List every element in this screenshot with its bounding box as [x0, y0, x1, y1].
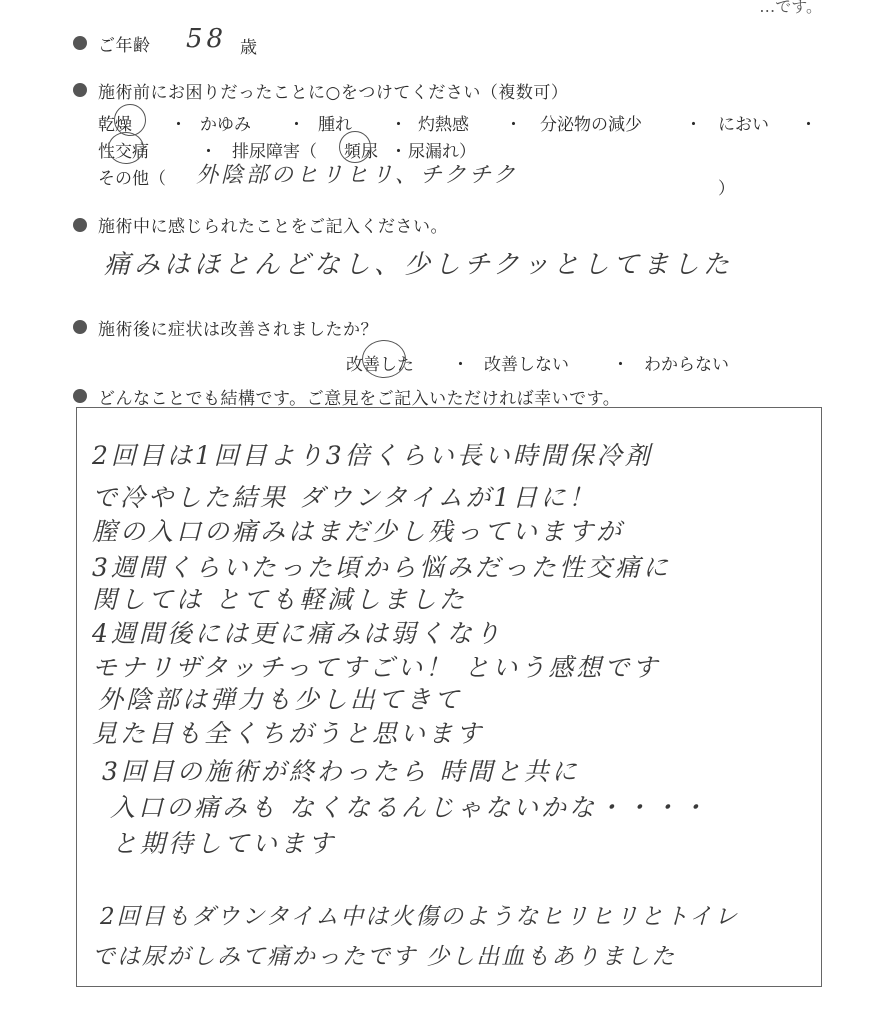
- q4-question: どんなことでも結構です。ご意見をご記入いただければ幸いです。: [98, 389, 621, 409]
- q3-question: 施術後に症状は改善されましたか？: [98, 320, 378, 340]
- option-separator: ・: [800, 115, 817, 135]
- comment-line-9: 見た目も全くちがうと思います: [92, 719, 485, 748]
- option-dont-know[interactable]: わからない: [644, 355, 729, 375]
- age-label: ご年齢: [98, 36, 151, 56]
- comment-line-15: では尿がしみて痛かったです 少し出血もありました: [92, 944, 677, 970]
- option-separator: ・: [200, 142, 217, 162]
- option-itching[interactable]: かゆみ: [200, 115, 251, 135]
- option-separator: ・: [390, 142, 407, 162]
- option-separator: ・: [505, 115, 522, 135]
- comment-line-12: と期待しています: [112, 829, 337, 858]
- option-secretion-decrease[interactable]: 分泌物の減少: [540, 115, 642, 135]
- option-separator: ・: [390, 115, 407, 135]
- option-urine-leak[interactable]: 尿漏れ）: [408, 142, 476, 162]
- comment-line-11: 入口の痛みも なくなるんじゃないかな・・・・: [110, 793, 709, 822]
- comment-line-7: モナリザタッチってすごい！ という感想です: [92, 653, 661, 682]
- option-swelling[interactable]: 腫れ: [318, 115, 352, 135]
- option-separator: ・: [288, 115, 305, 135]
- hand-circle-dyspareunia: [108, 132, 144, 164]
- option-separator: ・: [170, 115, 187, 135]
- option-frequent-urination[interactable]: 頻尿: [344, 142, 378, 162]
- comment-line-2: で冷やした結果 ダウンタイムが1日に！: [92, 483, 597, 512]
- q1-other-value: 外陰部のヒリヒリ、チクチク: [196, 163, 519, 188]
- comment-line-5: 関しては とても軽減しました: [92, 585, 467, 614]
- comment-line-14: 2回目もダウンタイム中は火傷のようなヒリヒリとトイレ: [100, 904, 740, 930]
- q1-question: 施術前にお困りだったことに○をつけてください（複数可）: [98, 83, 569, 103]
- comment-line-4: 3週間くらいたった頃から悩みだった性交痛に: [92, 553, 671, 582]
- q3-bullet: [73, 320, 87, 334]
- option-dyspareunia[interactable]: 性交痛: [98, 142, 149, 162]
- option-burning[interactable]: 灼熱感: [418, 115, 469, 135]
- q2-question: 施術中に感じられたことをご記入ください。: [98, 217, 448, 237]
- comment-line-8: 外陰部は弾力も少し出てきて: [98, 685, 463, 714]
- hand-circle-improved: [362, 340, 406, 378]
- option-odor[interactable]: におい: [718, 115, 769, 135]
- q2-bullet: [73, 218, 87, 232]
- q1-other-label: その他（: [98, 169, 166, 189]
- age-unit: 歳: [240, 38, 258, 58]
- option-dryness[interactable]: 乾燥: [98, 115, 132, 135]
- comment-line-10: 3回目の施術が終わったら 時間と共に: [102, 757, 580, 786]
- comment-line-1: 2回目は1回目より3倍くらい長い時間保冷剤: [92, 441, 653, 470]
- option-separator: ・: [612, 355, 629, 375]
- hand-circle-dryness: [114, 104, 146, 136]
- q1-other-close: ）: [718, 179, 735, 199]
- top-fragment-text: …です。: [759, 0, 822, 16]
- age-value: 58: [186, 24, 228, 54]
- comment-line-6: 4週間後には更に痛みは弱くなり: [92, 619, 503, 648]
- q1-bullet: [73, 83, 87, 97]
- q2-answer: 痛みはほとんどなし、少しチクッとしてました: [104, 250, 733, 280]
- comment-line-3: 膣の入口の痛みはまだ少し残っていますが: [92, 517, 625, 546]
- option-not-improved[interactable]: 改善しない: [484, 355, 569, 375]
- option-improved[interactable]: 改善した: [346, 355, 414, 375]
- option-urination-disorder[interactable]: 排尿障害（: [232, 142, 317, 162]
- option-separator: ・: [452, 355, 469, 375]
- age-bullet: [73, 36, 87, 50]
- q4-bullet: [73, 389, 87, 403]
- option-separator: ・: [685, 115, 702, 135]
